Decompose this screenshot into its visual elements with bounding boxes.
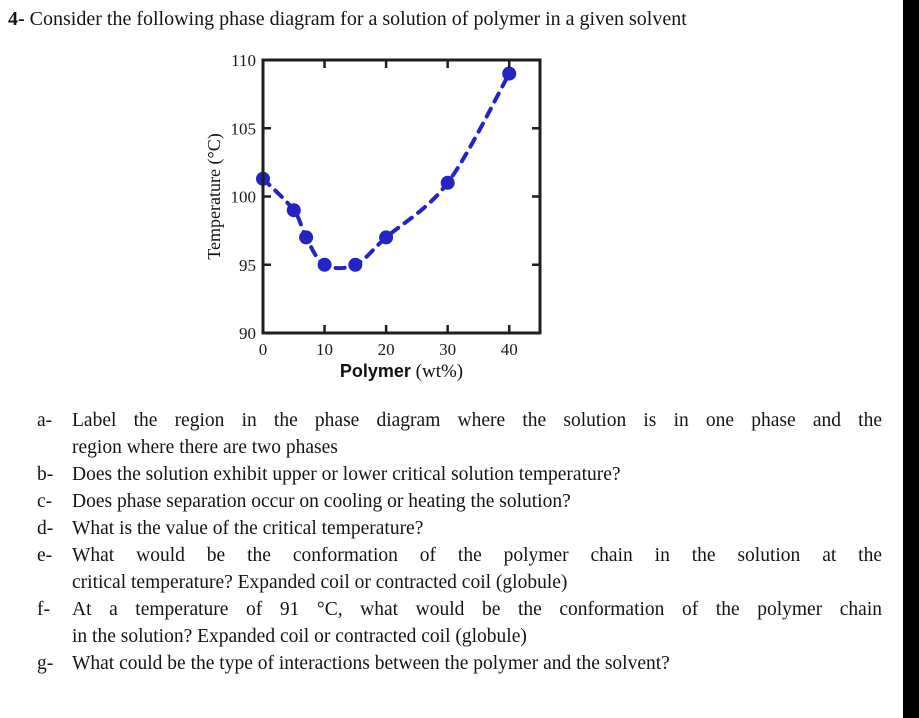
data-point	[502, 67, 516, 81]
data-point	[441, 176, 455, 190]
question-item	[37, 488, 882, 515]
y-tick-label: 95	[239, 255, 256, 275]
question-item-label: f-	[37, 599, 50, 620]
phase-diagram-chart	[196, 46, 556, 391]
x-tick-label: 10	[316, 340, 334, 359]
question-item-label: b-	[37, 464, 54, 485]
y-tick-label: 105	[230, 119, 256, 139]
data-point	[299, 230, 313, 244]
data-point	[318, 258, 332, 272]
question-item-text	[72, 461, 882, 488]
question-item	[37, 407, 882, 461]
question-title-text: Consider the following phase diagram for a solution of polymer in a given solvent	[24, 8, 687, 30]
y-axis-label: Temperature (°C)	[204, 133, 224, 260]
question-item-text	[72, 488, 882, 515]
question-text-line: critical temperature? Expanded coil or contracted coil (globule)	[72, 572, 568, 593]
question-item	[37, 461, 882, 488]
x-tick-label: 20	[377, 340, 395, 359]
question-text-line: in the solution? Expanded coil or contracted coil (globule)	[72, 626, 527, 647]
question-text-line: region where there are two phases	[72, 437, 338, 458]
question-item-label: c-	[37, 491, 53, 512]
y-tick-label: 100	[230, 187, 256, 207]
y-tick-label: 90	[239, 324, 256, 343]
question-title	[8, 8, 687, 31]
data-point	[379, 230, 393, 244]
question-text-line: At a temperature of 91 °C, what would be the conformation of the polymer chain	[72, 599, 882, 620]
question-item-text	[72, 515, 882, 542]
data-point	[287, 203, 301, 217]
question-item	[37, 515, 882, 542]
y-tick-label: 110	[231, 51, 256, 70]
x-tick-label: 0	[258, 340, 268, 359]
phase-diagram-svg	[196, 46, 556, 391]
question-text-line: What is the value of the critical temperature?	[72, 518, 424, 539]
question-text-line: Does phase separation occur on cooling or heating the solution?	[72, 491, 571, 512]
x-tick-label: 30	[439, 340, 457, 359]
data-point	[348, 258, 362, 272]
questions-list	[37, 407, 882, 677]
question-item	[37, 596, 882, 650]
question-text-line: What would be the conformation of the polymer chain in the solution at the	[72, 545, 882, 566]
question-item-label: a-	[37, 410, 53, 431]
question-text-line: What could be the type of interactions between the polymer and the solvent?	[72, 653, 670, 674]
question-item	[37, 650, 882, 677]
scan-edge-bar	[903, 0, 919, 718]
question-item	[37, 542, 882, 596]
question-item-label: d-	[37, 518, 54, 539]
x-tick-label: 40	[500, 340, 518, 359]
x-axis-label: Polymer (wt%)	[339, 361, 464, 382]
chart-axes-box	[263, 60, 540, 333]
question-item-text	[72, 650, 882, 677]
question-text-line: Does the solution exhibit upper or lower critical solution temperature?	[72, 464, 621, 485]
question-text-line: Label the region in the phase diagram where the solution is in one phase and the	[72, 410, 882, 431]
question-number: 4-	[8, 8, 25, 30]
question-item-label: g-	[37, 653, 54, 674]
question-item-text	[72, 407, 882, 461]
question-item-label: e-	[37, 545, 53, 566]
question-item-text	[72, 596, 882, 650]
question-item-text	[72, 542, 882, 596]
